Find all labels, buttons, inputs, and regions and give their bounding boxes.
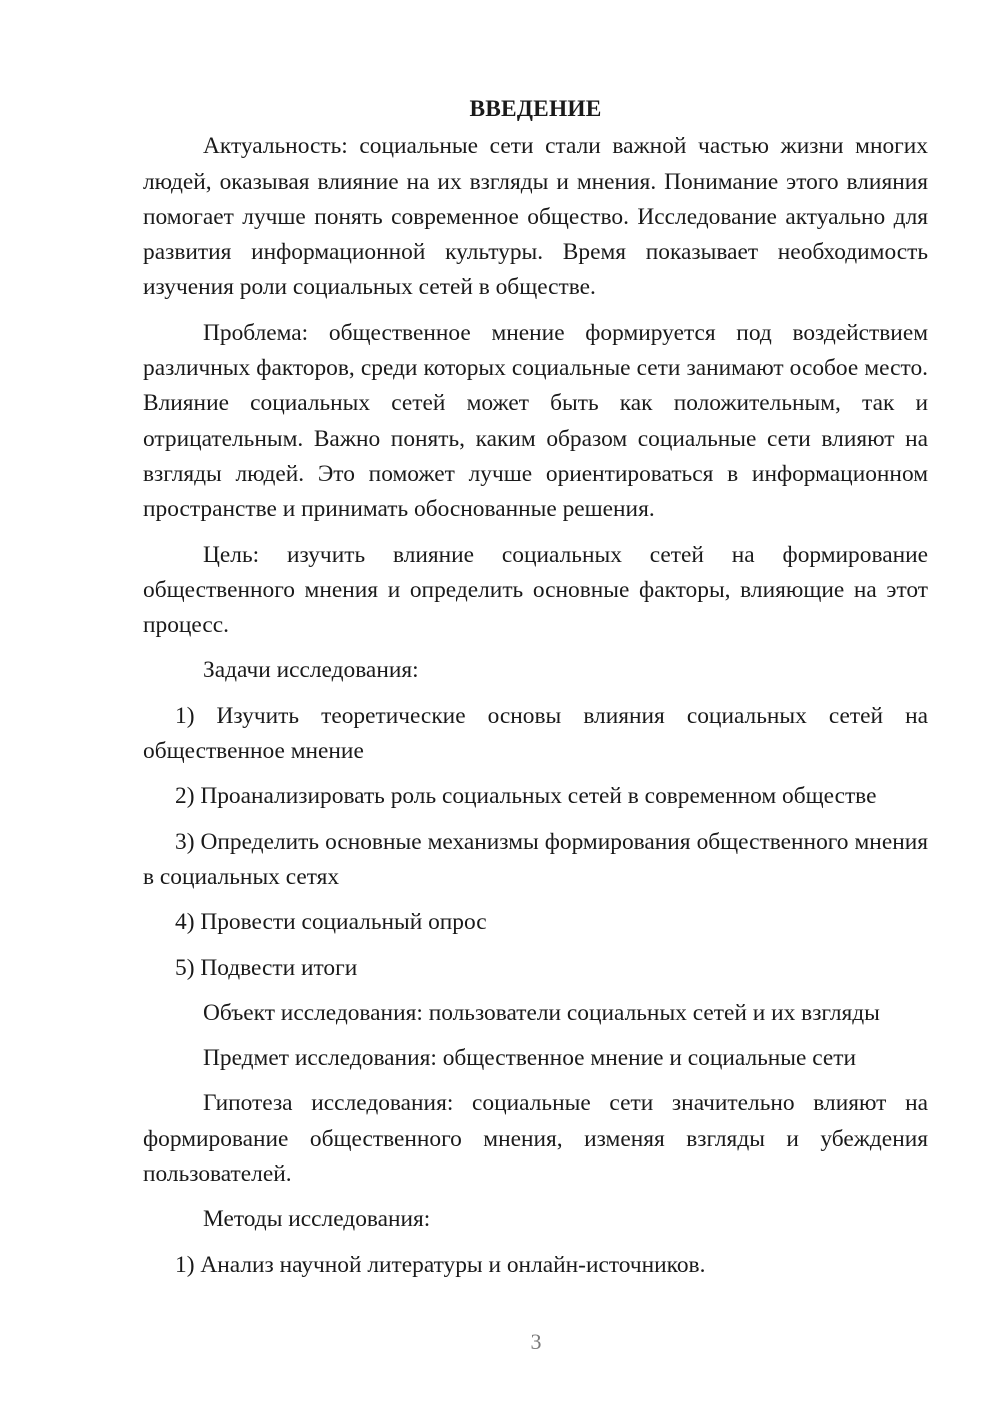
method-item-1: 1) Анализ научной литературы и онлайн-источников. (175, 1251, 706, 1278)
tasks-heading: Задачи исследования: (203, 657, 419, 684)
methods-heading: Методы исследования: (203, 1206, 431, 1233)
task-item-2: 2) Проанализировать роль социальных сетей в современном обществе (175, 783, 877, 810)
object-paragraph: Объект исследования: пользователи социальных сетей и их взгляды (203, 999, 880, 1026)
page-number: 3 (530, 1329, 542, 1354)
task-item-5: 5) Подвести итоги (175, 954, 358, 981)
goal-paragraph: Цель: изучить влияние социальных сетей на формирование общественного мнения и определить основные факторы, влияющие на этот процесс. (143, 541, 928, 639)
subject-paragraph: Предмет исследования: общественное мнение и социальные сети (203, 1045, 857, 1072)
task-item-3: 3) Определить основные механизмы формирования общественного мнения в социальных сетях (143, 828, 928, 890)
page-content (143, 92, 928, 1293)
problem-paragraph: Проблема: общественное мнение формируется под воздействием различных факторов, среди которых социальные сети занимают особое место. Влияние социальных сетей может быть как положительным, так и отрицательным. Важно понять, каким образом социальные сети влияют на взгляды людей. Это поможет лучше ориентироваться в информационном пространстве и принимать обоснованные решения. (143, 319, 928, 523)
task-item-1: 1) Изучить теоретические основы влияния социальных сетей на общественное мнение (143, 702, 928, 765)
relevance-paragraph: Актуальность: социальные сети стали важной частью жизни многих людей, оказывая влияние на их взгляды и мнения. Понимание этого влияния помогает лучше понять современное общество. Исследование актуально для развития информационной культуры. Время показывает необходимость изучения роли социальных сетей в обществе. (143, 133, 928, 301)
page-title: ВВЕДЕНИЕ (469, 96, 602, 122)
hypothesis-paragraph: Гипотеза исследования: социальные сети значительно влияют на формирование общественного мнения, изменяя взгляды и убеждения пользователей. (143, 1090, 928, 1188)
task-item-4: 4) Провести социальный опрос (175, 909, 487, 936)
